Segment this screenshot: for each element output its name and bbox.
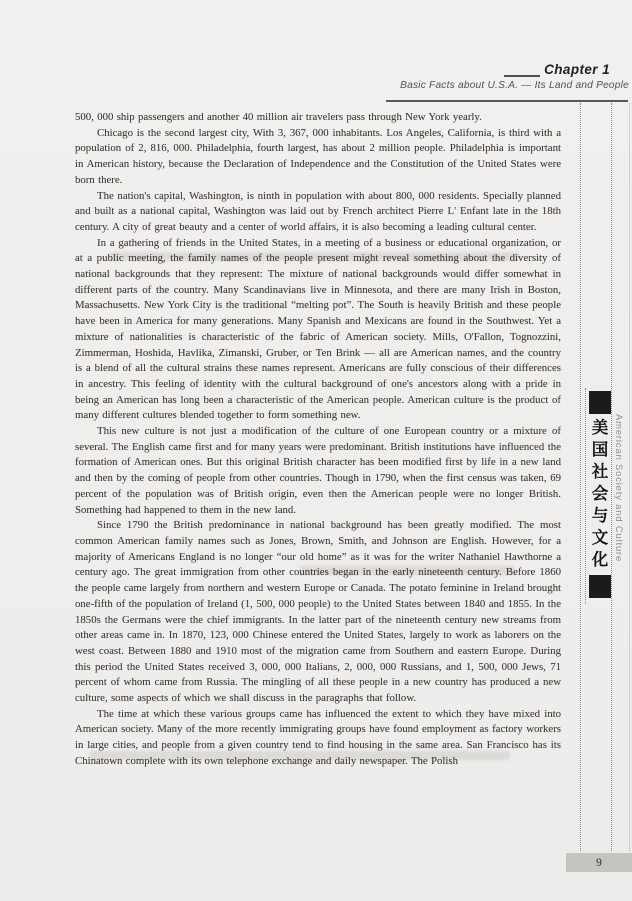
paragraph: Since 1790 the British predominance in national background has been greatly modified. The most common American family names such as Jones, Brown, Smith, and Johnson are English. However, for a majority of Americans England is no longer “our old home” as it was for the writer Nathaniel Hawthorne a century ago. The great immigration from other countries began in the early nineteenth century. Before 1860 the people came largely from northern and western Europe or Canada. The potato feminine in Ireland brought one-fifth of the population of Ireland (1, 500, 000 people) to the United States between 1840 and 1855. In the 1850s the Germans were the chief immigrants. In the latter part of the nineteenth century new streams from other areas came in. In 1870, 123, 000 Chinese entered the United States, largely to work as laborers on the west coast. Between 1880 and 1910 most of the migration came from Southern and eastern Europe. During this period the United States received 3, 000, 000 Italians, 2, 000, 000 Russians, and 1, 500, 000 Jews, 71 percent of whom came from Russia. The mingling of all these people in a new country has produced a new culture, some aspects of which we shall discuss in the paragraphs that follow. — [75, 519, 561, 705]
chinese-char: 美 — [591, 418, 609, 437]
page-number: 9 — [596, 856, 602, 869]
chinese-char: 社 — [591, 462, 609, 481]
paragraph: The time at which these various groups came has influenced the extent to which they have mixed into American society. Many of the more recently immigrating groups have found employment as factory workers in large cities, and people from a given country tend to find housing in the same area. San Francisco has its Chinatown complete with its own telephone exchange and daily newspaper. The Polish — [75, 707, 561, 767]
chinese-char: 文 — [591, 528, 609, 547]
dotted-rule-edge — [629, 103, 630, 851]
header-underline-rule — [386, 100, 628, 102]
chinese-char: 化 — [591, 550, 609, 569]
paragraph: In a gathering of friends in the United States, in a meeting of a business or educational organization, or at a public meeting, the family names of the people present might reveal something about the diversity of national backgrounds that they represent: The mixture of national backgrounds would differ somewhat in different parts of the country. Many Scandinavians live in Minnesota, and there are many Irish in Boston, Massachusetts. New York City is the traditional “melting pot”. The South is heavily British and these people have been in America for many generations. Many Spanish and Mexicans are found in the Southwest. Yet a mixture of nationalities is characteristic of the fabric of American society. Mills, O'Fallon, Tognozzini, Zimmerman, Hoshida, Havlika, Zimanski, Gruber, or Ten Brink — all are American names, and the country is a blend of all the cultural strains these names represent. Americans are fully conscious of their differences in ancestry. This feeling of identity with the cultural background of one's ancestors along with a pride in being an American has long been a characteristic of the American people. American culture is the product of many different cultures blended together to form something new. — [75, 236, 561, 422]
decorative-square-bottom — [589, 575, 611, 598]
chinese-char: 与 — [591, 506, 609, 525]
chapter-header — [400, 62, 629, 92]
chapter-title: Chapter 1 — [544, 62, 610, 77]
page-body — [75, 110, 561, 770]
paragraph: This new culture is not just a modification of the culture of one European country or a mixture of several. The English came first and for many years were predominant. British institutions have influenced the formation of American ones. But this original British character has been modified first by life in a new land and then by the coming of people from other countries. Though in 1790, when the first census was taken, 69 percent of the population was of British origin, even then the American people were no longer British. Something had happened to them in the new land. — [75, 425, 561, 516]
dotted-rule-left — [580, 103, 581, 851]
sidebar-series-label — [585, 388, 612, 604]
page-number-badge — [566, 853, 632, 872]
chinese-char: 国 — [591, 440, 609, 459]
chinese-char: 会 — [591, 484, 609, 503]
chinese-series-title — [592, 417, 609, 571]
paragraph: The nation's capital, Washington, is ninth in population with about 800, 000 residents. Specially planned and built as a national capital, Washington was laid out by French architect Pierre L' Enfant late in the 18th century. A city of great beauty and a center of world affairs, it is also becoming a leading cultural center. — [75, 189, 561, 233]
paragraph: Chicago is the second largest city, With 3, 367, 000 inhabitants. Los Angeles, California, is third with a population of 2, 816, 000. Philadelphia, fourth largest, has about 2 million people. Philadelphia is important in American history, because the Declaration of Independence and the Constitution of the United States were born there. — [75, 126, 561, 186]
english-series-title: American Society and Culture — [613, 414, 624, 563]
paragraph: 500, 000 ship passengers and another 40 million air travelers pass through New York yearly. — [75, 111, 482, 123]
decorative-square-top — [589, 391, 611, 414]
chapter-subtitle: Basic Facts about U.S.A. — Its Land and People — [400, 80, 629, 91]
